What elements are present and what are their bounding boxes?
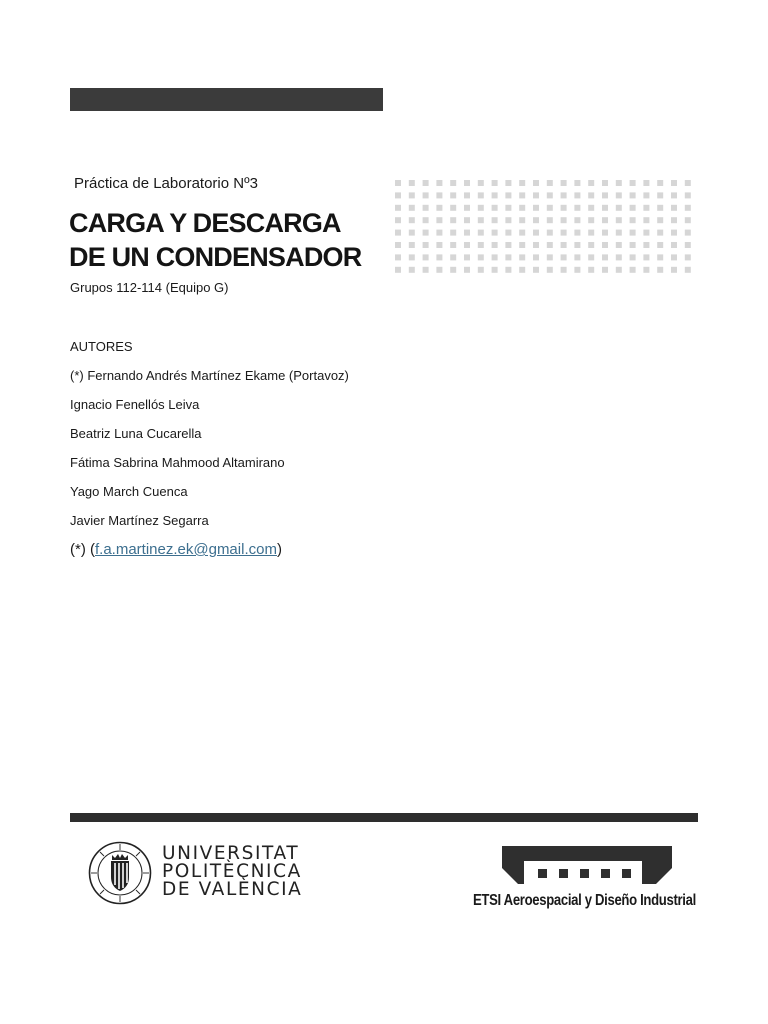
grid-dot (630, 242, 636, 248)
grid-dot (616, 254, 622, 260)
grid-dot (395, 242, 401, 248)
grid-dot (602, 242, 608, 248)
grid-dot (395, 192, 401, 198)
grid-dot (561, 217, 567, 223)
grid-dot (436, 217, 442, 223)
authors-heading: AUTORES (70, 339, 133, 354)
grid-dot (630, 217, 636, 223)
author-item: Yago March Cuenca (70, 484, 188, 499)
grid-dot (492, 230, 498, 236)
grid-dot (574, 205, 580, 211)
grid-dot (588, 230, 594, 236)
grid-dot (519, 192, 525, 198)
grid-dot (533, 180, 539, 186)
author-item: Fátima Sabrina Mahmood Altamirano (70, 455, 285, 470)
grid-dot (671, 192, 677, 198)
grid-dot (547, 192, 553, 198)
grid-dot (643, 242, 649, 248)
grid-dot (492, 217, 498, 223)
contact-suffix: ) (276, 541, 282, 558)
grid-dot (505, 254, 511, 260)
grid-dot (574, 192, 580, 198)
grid-dot (464, 192, 470, 198)
upv-seal-icon (88, 841, 152, 905)
dot-grid-decoration (395, 180, 697, 282)
grid-dot (574, 242, 580, 248)
grid-dot (409, 230, 415, 236)
grid-dot (395, 254, 401, 260)
grid-dot (630, 192, 636, 198)
grid-dot (616, 180, 622, 186)
grid-dot (492, 192, 498, 198)
grid-dot (602, 254, 608, 260)
grid-dot (588, 254, 594, 260)
grid-dot (492, 205, 498, 211)
grid-dot (409, 192, 415, 198)
grid-dot (630, 205, 636, 211)
grid-dot (643, 192, 649, 198)
grid-dot (464, 230, 470, 236)
grid-dot (671, 254, 677, 260)
grid-dot (671, 267, 677, 273)
grid-dot (505, 267, 511, 273)
grid-dot (671, 217, 677, 223)
author-item: (*) Fernando Andrés Martínez Ekame (Portavoz) (70, 368, 349, 383)
grid-dot (533, 267, 539, 273)
grid-dot (685, 230, 691, 236)
grid-dot (547, 180, 553, 186)
grid-dot (436, 230, 442, 236)
grid-dot (602, 205, 608, 211)
grid-dot (616, 192, 622, 198)
grid-dot (561, 230, 567, 236)
grid-dot (519, 230, 525, 236)
grid-dot (685, 192, 691, 198)
grid-dot (671, 230, 677, 236)
grid-dot (574, 267, 580, 273)
grid-dot (478, 267, 484, 273)
grid-dot (478, 217, 484, 223)
grid-dot (630, 230, 636, 236)
grid-dot (588, 180, 594, 186)
grid-dot (685, 205, 691, 211)
grid-dot (588, 267, 594, 273)
grid-dot (395, 205, 401, 211)
grid-dot (450, 242, 456, 248)
grid-dot (409, 217, 415, 223)
author-list (70, 367, 349, 541)
grid-dot (450, 254, 456, 260)
grid-dot (409, 180, 415, 186)
grid-dot (685, 217, 691, 223)
grid-dot (505, 205, 511, 211)
grid-dot (395, 230, 401, 236)
practice-subtitle: Práctica de Laboratorio Nº3 (74, 175, 258, 192)
grid-dot (643, 267, 649, 273)
grid-dot (436, 267, 442, 273)
grid-dot (409, 242, 415, 248)
grid-dot (547, 242, 553, 248)
grid-dot (464, 254, 470, 260)
grid-dot (533, 205, 539, 211)
grid-dot (450, 192, 456, 198)
upv-line-3: DE VALÈNCIA (162, 879, 303, 900)
grid-dot (574, 217, 580, 223)
grid-dot (685, 180, 691, 186)
grid-dot (671, 180, 677, 186)
grid-dot (643, 205, 649, 211)
grid-dot (616, 242, 622, 248)
grid-dot (409, 254, 415, 260)
grid-dot (561, 180, 567, 186)
grid-dot (519, 217, 525, 223)
grid-dot (602, 180, 608, 186)
contact-line (70, 541, 282, 558)
grid-dot (423, 217, 429, 223)
upv-line-1: UNIVERSITAT (162, 843, 300, 864)
grid-dot (657, 192, 663, 198)
grid-dot (547, 254, 553, 260)
grid-dot (602, 230, 608, 236)
grid-dot (395, 267, 401, 273)
grid-dot (423, 180, 429, 186)
grid-dot (436, 192, 442, 198)
grid-dot (505, 192, 511, 198)
upv-line-2: POLITÈCNICA (162, 861, 302, 882)
author-item: Beatriz Luna Cucarella (70, 426, 202, 441)
grid-dot (602, 217, 608, 223)
grid-dot (630, 267, 636, 273)
grid-dot (409, 267, 415, 273)
grid-dot (561, 267, 567, 273)
grid-dot (519, 267, 525, 273)
grid-dot (395, 217, 401, 223)
grid-dot (478, 230, 484, 236)
grid-dot (464, 242, 470, 248)
title-line-1: CARGA Y DESCARGA (69, 208, 341, 238)
grid-dot (450, 180, 456, 186)
grid-dot (588, 192, 594, 198)
header-bar (70, 88, 383, 111)
grid-dot (464, 180, 470, 186)
grid-dot (423, 254, 429, 260)
grid-dot (561, 192, 567, 198)
grid-dot (450, 217, 456, 223)
grid-dot (492, 254, 498, 260)
grid-dot (547, 230, 553, 236)
grid-dot (450, 267, 456, 273)
grid-dot (657, 217, 663, 223)
grid-dot (478, 205, 484, 211)
grid-dot (423, 230, 429, 236)
grid-dot (588, 217, 594, 223)
grid-dot (423, 192, 429, 198)
grid-dot (478, 242, 484, 248)
email-link[interactable]: f.a.martinez.ek@gmail.com (95, 541, 277, 558)
grid-dot (533, 242, 539, 248)
grid-dot (519, 180, 525, 186)
grid-dot (574, 254, 580, 260)
grid-dot (657, 230, 663, 236)
grid-dot (574, 180, 580, 186)
grid-dot (505, 230, 511, 236)
grid-dot (478, 180, 484, 186)
etsi-wordmark: ETSI Aeroespacial y Diseño Industrial (473, 892, 696, 909)
grid-dot (464, 267, 470, 273)
author-item: Ignacio Fenellós Leiva (70, 397, 200, 412)
grid-dot (547, 217, 553, 223)
grid-dot (533, 192, 539, 198)
grid-dot (436, 180, 442, 186)
page-title (69, 206, 361, 274)
grid-dot (423, 242, 429, 248)
grid-dot (478, 254, 484, 260)
grid-dot (395, 180, 401, 186)
grid-dot (574, 230, 580, 236)
grid-dot (492, 267, 498, 273)
upv-wordmark (162, 845, 302, 899)
grid-dot (643, 254, 649, 260)
grid-dot (602, 267, 608, 273)
grid-dot (685, 267, 691, 273)
grid-dot (533, 230, 539, 236)
grid-dot (547, 267, 553, 273)
grid-dot (519, 254, 525, 260)
grid-dot (519, 242, 525, 248)
grid-dot (671, 205, 677, 211)
grid-dot (533, 254, 539, 260)
grid-dot (643, 180, 649, 186)
grid-dot (478, 192, 484, 198)
grid-dot (643, 230, 649, 236)
grid-dot (505, 180, 511, 186)
grid-dot (492, 242, 498, 248)
grid-dot (630, 180, 636, 186)
grid-dot (616, 230, 622, 236)
grid-dot (588, 242, 594, 248)
title-line-2: DE UN CONDENSADOR (69, 242, 362, 272)
grid-dot (547, 205, 553, 211)
grid-dot (643, 217, 649, 223)
grid-dot (630, 254, 636, 260)
grid-dot (657, 267, 663, 273)
grid-dot (450, 230, 456, 236)
grid-dot (436, 242, 442, 248)
grid-dot (533, 217, 539, 223)
grid-dot (519, 205, 525, 211)
grid-dot (561, 254, 567, 260)
grid-dot (657, 254, 663, 260)
grid-dot (671, 242, 677, 248)
grid-dot (423, 267, 429, 273)
footer-bar (70, 813, 698, 822)
grid-dot (492, 180, 498, 186)
grid-dot (657, 242, 663, 248)
grid-dot (602, 192, 608, 198)
grid-dot (561, 205, 567, 211)
etsi-building-icon (502, 846, 672, 884)
grid-dot (409, 205, 415, 211)
grid-dot (505, 217, 511, 223)
grid-dot (464, 217, 470, 223)
grid-dot (436, 254, 442, 260)
grid-dot (616, 205, 622, 211)
grid-dot (450, 205, 456, 211)
grid-dot (616, 267, 622, 273)
grid-dot (657, 205, 663, 211)
groups-label: Grupos 112-114 (Equipo G) (70, 280, 229, 295)
grid-dot (685, 254, 691, 260)
grid-dot (616, 217, 622, 223)
grid-dot (464, 205, 470, 211)
grid-dot (657, 180, 663, 186)
grid-dot (505, 242, 511, 248)
author-item: Javier Martínez Segarra (70, 513, 209, 528)
grid-dot (685, 242, 691, 248)
grid-dot (423, 205, 429, 211)
contact-prefix: (*) ( (70, 541, 95, 558)
grid-dot (436, 205, 442, 211)
grid-dot (588, 205, 594, 211)
grid-dot (561, 242, 567, 248)
